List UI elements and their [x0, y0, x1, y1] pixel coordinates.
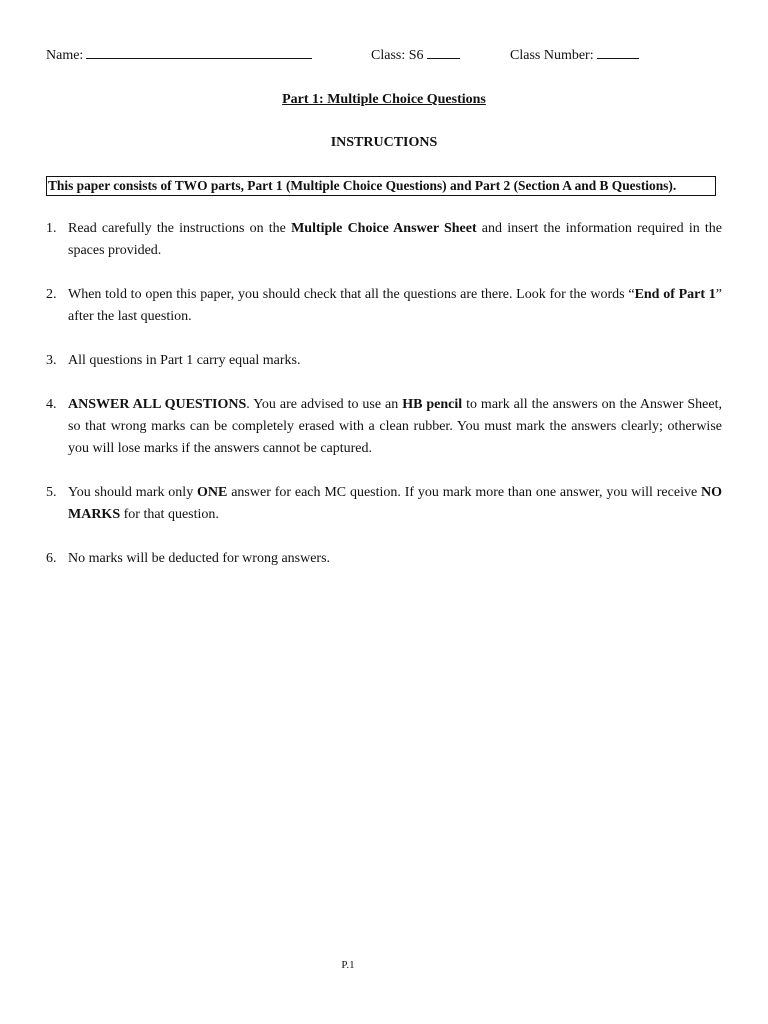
page-number: P.1 — [341, 959, 355, 971]
class-number-label: Class Number: — [510, 48, 594, 63]
instruction-number: 1. — [46, 221, 57, 236]
class-label: Class: S6 — [371, 48, 424, 63]
student-info-header — [46, 44, 726, 64]
instruction-emphasis: NO MARKS — [68, 485, 723, 522]
class-blank[interactable] — [427, 44, 460, 59]
instruction-emphasis: ANSWER ALL QUESTIONS — [68, 397, 247, 412]
name-field — [46, 44, 312, 66]
name-blank[interactable] — [86, 44, 312, 59]
instruction-emphasis: HB pencil — [402, 397, 463, 412]
instruction-text: . You are advised to use an — [246, 397, 403, 412]
instruction-text: answer for each MC question. If you mark more than one answer, you will receive — [227, 485, 702, 500]
instruction-text: for that question. — [120, 507, 219, 522]
instruction-number: 3. — [46, 353, 57, 368]
instruction-text: All questions in Part 1 carry equal marks. — [68, 353, 301, 368]
instruction-item-1 — [46, 218, 722, 262]
instruction-text: Read carefully the instructions on the — [68, 221, 292, 236]
instruction-text: When told to open this paper, you should check that all the questions are there. Look for the words “ — [68, 287, 635, 302]
instruction-emphasis: End of Part 1 — [634, 287, 716, 302]
instructions-list — [46, 218, 722, 592]
instruction-number: 6. — [46, 551, 57, 566]
class-number-blank[interactable] — [597, 44, 639, 59]
class-number-field — [510, 44, 639, 66]
instructions-heading: INSTRUCTIONS — [330, 135, 438, 150]
instruction-number: 4. — [46, 397, 57, 412]
instruction-item-4 — [46, 394, 722, 460]
instruction-number: 5. — [46, 485, 57, 500]
instruction-item-6 — [46, 548, 722, 570]
instruction-item-3 — [46, 350, 722, 372]
paper-structure-note: This paper consists of TWO parts, Part 1 (Multiple Choice Questions) and Part 2 (Section A and B Questions). — [46, 176, 716, 196]
instruction-text: You should mark only — [68, 485, 198, 500]
instruction-text: ” after the last question. — [68, 287, 722, 324]
instruction-text: to mark all the answers on the Answer Sheet, so that wrong marks can be completely erased with a clean rubber. You must mark the answers clearly; otherwise you will lose marks if the answers cannot be captured. — [68, 397, 722, 456]
name-label: Name: — [46, 48, 84, 63]
instruction-text: No marks will be deducted for wrong answers. — [68, 551, 331, 566]
instruction-emphasis: Multiple Choice Answer Sheet — [291, 221, 477, 236]
instruction-number: 2. — [46, 287, 57, 302]
instruction-emphasis: ONE — [197, 485, 228, 500]
part-title: Part 1: Multiple Choice Questions — [282, 92, 486, 107]
instruction-text: and insert the information required in the spaces provided. — [68, 221, 722, 258]
instruction-item-2 — [46, 284, 722, 328]
instruction-item-5 — [46, 482, 722, 526]
class-field — [371, 44, 460, 66]
